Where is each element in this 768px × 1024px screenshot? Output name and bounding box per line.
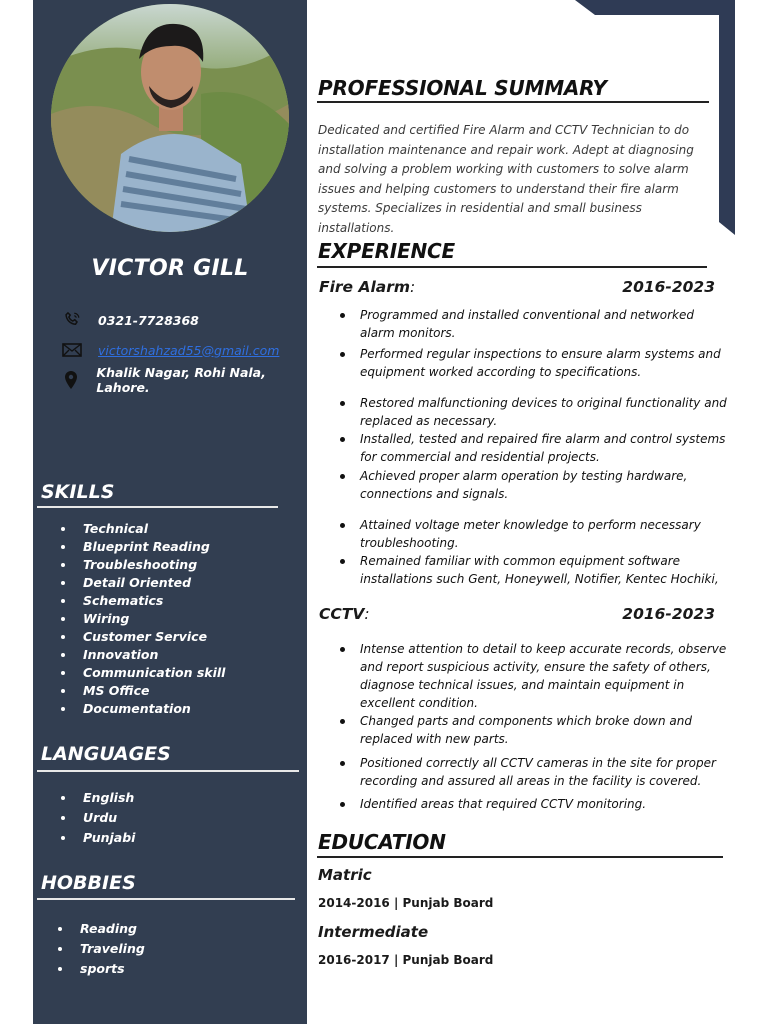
education-title: Matric	[318, 866, 372, 884]
envelope-icon	[61, 340, 83, 360]
phone-icon	[61, 310, 83, 330]
list-item: Attained voltage meter knowledge to perform necessary troubleshooting.	[360, 516, 728, 552]
skills-list	[83, 520, 225, 718]
job-cctv: CCTV: 2016-2023	[319, 605, 715, 623]
job-period: 2016-2023	[622, 605, 715, 623]
hobbies-list	[80, 920, 145, 980]
sidebar	[33, 0, 307, 1024]
skills-heading: SKILLS	[41, 481, 115, 503]
summary-heading: PROFESSIONAL SUMMARY	[318, 76, 607, 100]
skills-divider	[37, 506, 278, 508]
job-title: Fire Alarm	[319, 278, 411, 296]
languages-divider	[37, 770, 299, 772]
list-item: Performed regular inspections to ensure alarm systems and equipment worked according to specifications.	[360, 345, 728, 381]
hobbies-divider	[37, 898, 295, 900]
education-title: Intermediate	[318, 923, 429, 941]
job-period: 2016-2023	[622, 278, 715, 296]
experience-heading: EXPERIENCE	[318, 239, 455, 263]
list-item: Intense attention to detail to keep accurate records, observe and report suspicious activity, ensure the safety of others, diagnose technical issues, and maintain equipment in excellent condition.	[360, 642, 727, 710]
list-item: Programmed and installed conventional and networked alarm monitors.	[360, 306, 728, 342]
list-item: Changed parts and components which broke down and replaced with new parts.	[360, 712, 728, 748]
list-item: Installed, tested and repaired fire alarm and control systems for commercial and residential projects.	[360, 430, 728, 466]
list-item: sports	[80, 960, 145, 980]
location-pin-icon	[61, 370, 81, 390]
list-item: Remained familiar with common equipment software installations such Gent, Honeywell, Notifier, Kentec Hochiki,	[360, 552, 728, 588]
list-item: Documentation	[83, 700, 225, 718]
profile-photo-image	[51, 4, 289, 232]
education-detail: 2016-2017 | Punjab Board	[318, 953, 494, 967]
list-item: Punjabi	[83, 829, 135, 849]
contact-phone	[61, 310, 199, 330]
list-item: Wiring	[83, 610, 225, 628]
education-divider	[317, 856, 723, 858]
list-item: Achieved proper alarm operation by testing hardware, connections and signals.	[360, 467, 728, 503]
list-item: Reading	[80, 920, 145, 940]
languages-list	[83, 789, 135, 849]
list-item: English	[83, 789, 135, 809]
summary-text: Dedicated and certified Fire Alarm and CCTV Technician to do installation maintenance and repair work. Adept at diagnosing and solving a problem working with customers to solve alarm issues and helping customers to understand their fire alarm systems. Specializes in residential and small business installations.	[318, 123, 694, 235]
contact-email	[61, 340, 279, 360]
list-item: Blueprint Reading	[83, 538, 225, 556]
list-item: Identified areas that required CCTV monitoring.	[360, 795, 728, 813]
summary-divider	[317, 101, 709, 103]
languages-heading: LANGUAGES	[41, 743, 171, 765]
list-item: Troubleshooting	[83, 556, 225, 574]
list-item: MS Office	[83, 682, 225, 700]
education-detail: 2014-2016 | Punjab Board	[318, 896, 494, 910]
education-heading: EDUCATION	[318, 830, 446, 854]
email-link[interactable]: victorshahzad55@gmail.com	[98, 342, 280, 358]
list-item: Traveling	[80, 940, 145, 960]
hobbies-heading: HOBBIES	[41, 872, 136, 894]
list-item: Schematics	[83, 592, 225, 610]
address-text: Khalik Nagar, Rohi Nala, Lahore.	[96, 365, 266, 395]
phone-number: 0321-7728368	[98, 312, 199, 328]
profile-photo	[51, 4, 289, 232]
experience-divider	[317, 266, 707, 268]
list-item: Communication skill	[83, 665, 226, 680]
job-fire-alarm: Fire Alarm: 2016-2023	[319, 278, 715, 296]
list-item: Urdu	[83, 809, 135, 829]
job-title: CCTV	[319, 605, 365, 623]
candidate-name: VICTOR GILL	[91, 256, 249, 281]
contact-address	[61, 365, 307, 395]
list-item: Restored malfunctioning devices to original functionality and replaced as necessary.	[360, 396, 727, 428]
list-item: Technical	[83, 520, 225, 538]
list-item: Positioned correctly all CCTV cameras in the site for proper recording and assured all areas in the facility is covered.	[360, 754, 728, 790]
list-item: Customer Service	[83, 628, 225, 646]
list-item: Innovation	[83, 646, 225, 664]
list-item: Detail Oriented	[83, 574, 225, 592]
